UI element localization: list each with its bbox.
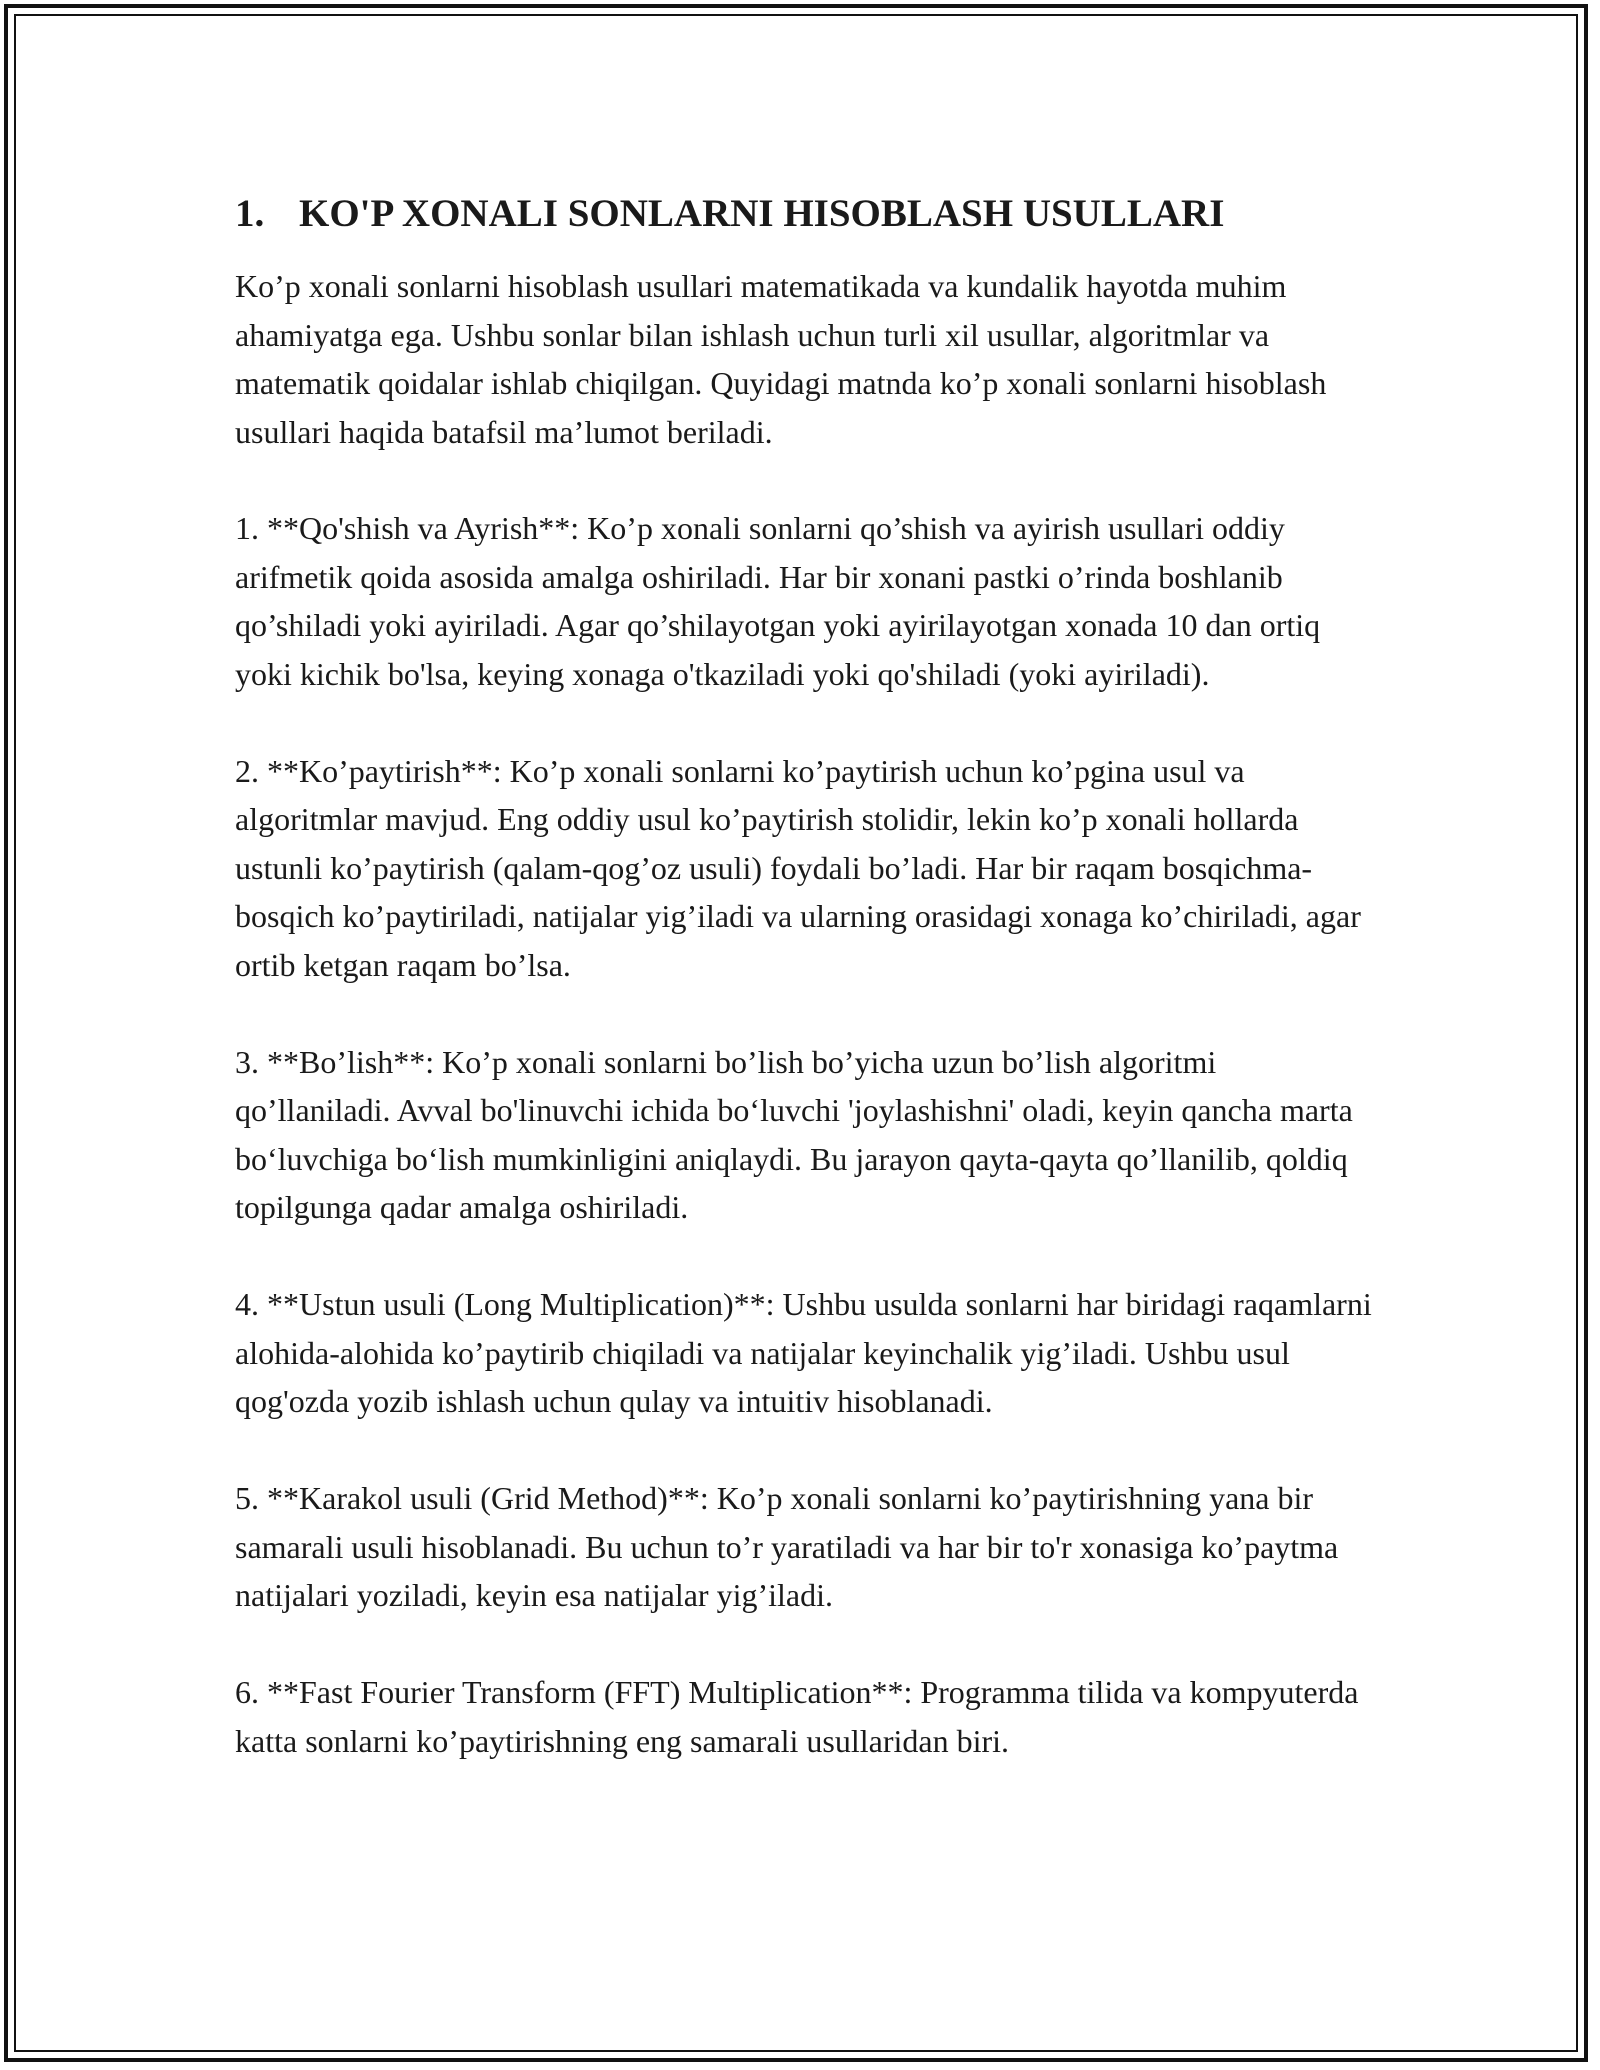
section-title: KO'P XONALI SONLARNI HISOBLASH USULLARI [299,192,1225,235]
paragraph-fft-multiplication: 6. **Fast Fourier Transform (FFT) Multiplication**: Programma tilida va kompyuterda katta sonlarni ko’paytirishning eng samarali usullaridan biri. [235,1674,1359,1759]
document-body [235,186,1375,1765]
section-heading [235,186,1375,242]
paragraph-division: 3. **Bo’lish**: Ko’p xonali sonlarni bo’lish bo’yicha uzun bo’lish algoritmi qo’llaniladi. Avval bo'linuvchi ichida bo‘luvchi 'joylashishni' oladi, keyin qancha marta bo‘luvchiga bo‘lish mumkinligini aniqlaydi. Bu jarayon qayta-qayta qo’llanilib, qoldiq topilgunga qadar amalga oshiriladi. [235,1043,1353,1225]
paragraph-long-multiplication: 4. **Ustun usuli (Long Multiplication)**: Ushbu usulda sonlarni har biridagi raqamlarni alohida-alohida ko’paytirib chiqiladi va natijalar keyinchalik yig’iladi. Ushbu usul qog'ozda yozib ishlash uchun qulay va intuitiv hisoblanadi. [235,1286,1372,1419]
paragraph-grid-method: 5. **Karakol usuli (Grid Method)**: Ko’p xonali sonlarni ko’paytirishning yana bir samarali usuli hisoblanadi. Bu uchun to’r yaratiladi va har bir to'r xonasiga ko’paytma natijalari yoziladi, keyin esa natijalar yig’iladi. [235,1480,1339,1613]
intro-paragraph: Ko’p xonali sonlarni hisoblash usullari matematikada va kundalik hayotda muhim ahamiyatga ega. Ushbu sonlar bilan ishlash uchun turli xil usullar, algoritmlar va matematik qoidalar ishlab chiqilgan. Quyidagi matnda ko’p xonali sonlarni hisoblash usullari haqida batafsil ma’lumot beriladi. [235,268,1327,450]
paragraph-multiplication: 2. **Ko’paytirish**: Ko’p xonali sonlarni ko’paytirish uchun ko’pgina usul va algoritmlar mavjud. Eng oddiy usul ko’paytirish stolidir, lekin ko’p xonali hollarda ustunli ko’paytirish (qalam-qog’oz usuli) foydali bo’ladi. Har bir raqam bosqichma-bosqich ko’paytiriladi, natijalar yig’iladi va ularning orasidagi xonaga ko’chiriladi, agar ortib ketgan raqam bo’lsa. [235,752,1361,983]
paragraph-addition-subtraction: 1. **Qo'shish va Ayrish**: Ko’p xonali sonlarni qo’shish va ayirish usullari oddiy arifmetik qoida asosida amalga oshiriladi. Har bir xonani pastki o’rinda boshlanib qo’shiladi yoki ayiriladi. Agar qo’shilayotgan yoki ayirilayotgan xonada 10 dan ortiq yoki kichik bo'lsa, keying xonaga o'tkaziladi yoki qo'shiladi (yoki ayiriladi). [235,510,1321,692]
section-number: 1. [235,192,265,235]
